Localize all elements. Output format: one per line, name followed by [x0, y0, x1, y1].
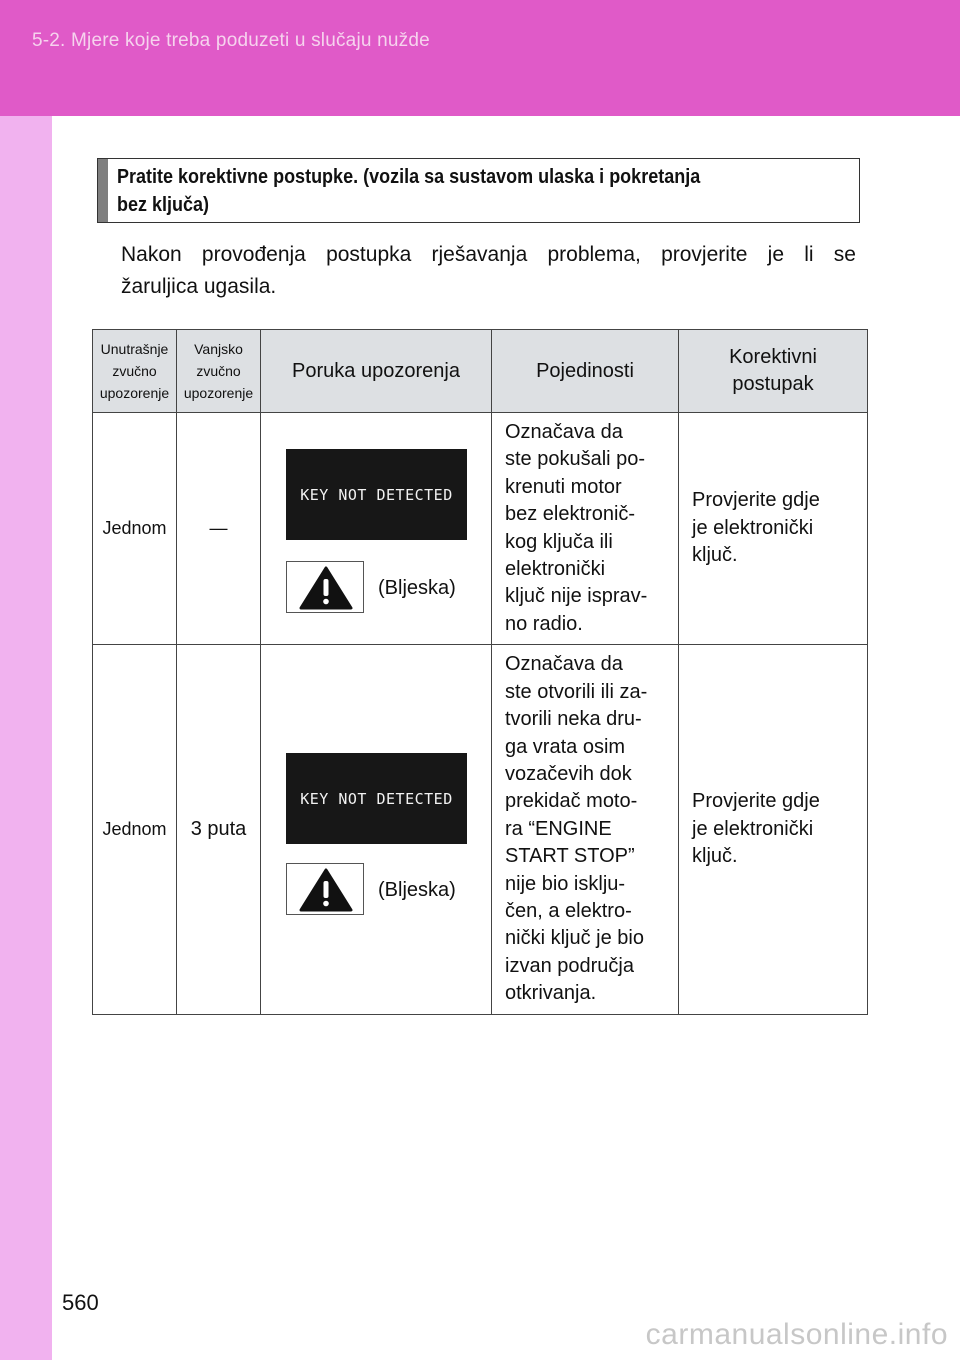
action-line: ključ. [692, 544, 738, 567]
table-header-row [93, 330, 868, 413]
heading-line: Pratite korektivne postupke. (vozila sa sustavom ulaska i pokretanja [117, 166, 701, 188]
display-text: KEY NOT DETECTED [300, 789, 453, 808]
header-line: Vanjsko [194, 341, 243, 357]
detail-line: ste otvorili ili za- [505, 680, 648, 703]
warning-table [92, 329, 868, 1015]
table-row [93, 413, 868, 645]
detail-line: Označava da [505, 420, 623, 443]
detail-line: vozačevih dok [505, 762, 632, 785]
detail-line: prekidač moto- [505, 790, 638, 813]
section-title: 5-2. Mjere koje treba poduzeti u slučaju nužde [32, 30, 430, 51]
heading-line: bez ključa) [117, 194, 210, 216]
details-cell [492, 645, 679, 1015]
detail-line: ra “ENGINE [505, 817, 612, 840]
header-line: Unutrašnje [100, 341, 169, 357]
display-screen [286, 753, 467, 844]
detail-line: START STOP” [505, 845, 635, 868]
display-text: KEY NOT DETECTED [300, 485, 453, 504]
details-cell [492, 413, 679, 645]
detail-line: elektronički [505, 557, 606, 580]
intro-line: žaruljica ugasila. [121, 275, 277, 298]
detail-line: nije bio isklju- [505, 872, 626, 895]
action-line: Provjerite gdje [692, 489, 820, 512]
table-row [93, 645, 868, 1015]
detail-line: krenuti motor [505, 475, 622, 498]
warning-exclamation-icon [286, 561, 364, 613]
header-corrective-action [679, 330, 868, 413]
warning-message-cell [261, 645, 492, 1015]
detail-line: bez elektronič- [505, 503, 636, 526]
action-line: je elektronički [692, 817, 814, 840]
detail-line: kog ključa ili [505, 530, 613, 553]
side-band [0, 116, 52, 1360]
intro-paragraph [121, 239, 856, 303]
interior-buzzer-cell: Jednom [93, 645, 177, 1015]
intro-line: Nakon provođenja postupka rješavanja problema, provjerite je li se [121, 243, 856, 266]
action-line: je elektronički [692, 516, 814, 539]
detail-line: nički ključ je bio [505, 927, 644, 950]
header-line: Korektivni [729, 346, 817, 368]
header-line: upozorenje [99, 385, 170, 401]
warning-message-cell [261, 413, 492, 645]
heading-text [117, 163, 747, 219]
action-line: Provjerite gdje [692, 790, 820, 813]
detail-line: ključ nije isprav- [505, 585, 648, 608]
heading-accent-bar [98, 159, 108, 222]
detail-line: ste pokušali po- [505, 448, 646, 471]
warning-exclamation-icon [286, 863, 364, 915]
header-line: zvučno [196, 363, 241, 379]
detail-line: Označava da [505, 653, 623, 676]
interior-buzzer-cell: Jednom [93, 413, 177, 645]
action-line: ključ. [692, 845, 738, 868]
flash-label: (Bljeska) [378, 577, 456, 599]
watermark: carmanualsonline.info [645, 1318, 948, 1351]
header-line: upozorenje [183, 385, 254, 401]
flash-label: (Bljeska) [378, 879, 456, 901]
detail-line: tvorili neka dru- [505, 708, 642, 731]
header-exterior-buzzer [177, 330, 261, 413]
header-line: zvučno [112, 363, 157, 379]
detail-line: no radio. [505, 612, 583, 635]
header-line: postupak [732, 373, 814, 395]
header-interior-buzzer [93, 330, 177, 413]
corrective-action-cell [679, 645, 868, 1015]
header-warning-message: Poruka upozorenja [261, 330, 492, 413]
detail-line: ga vrata osim [505, 735, 626, 758]
procedure-heading [97, 158, 860, 223]
display-screen [286, 449, 467, 540]
page-number: 560 [62, 1290, 99, 1315]
header-band [0, 0, 960, 116]
header-details: Pojedinosti [492, 330, 679, 413]
detail-line: izvan područja [505, 954, 634, 977]
exterior-buzzer-cell: 3 puta [177, 645, 261, 1015]
detail-line: čen, a elektro- [505, 900, 632, 923]
exterior-buzzer-cell: — [177, 413, 261, 645]
detail-line: otkrivanja. [505, 982, 597, 1005]
corrective-action-cell [679, 413, 868, 645]
